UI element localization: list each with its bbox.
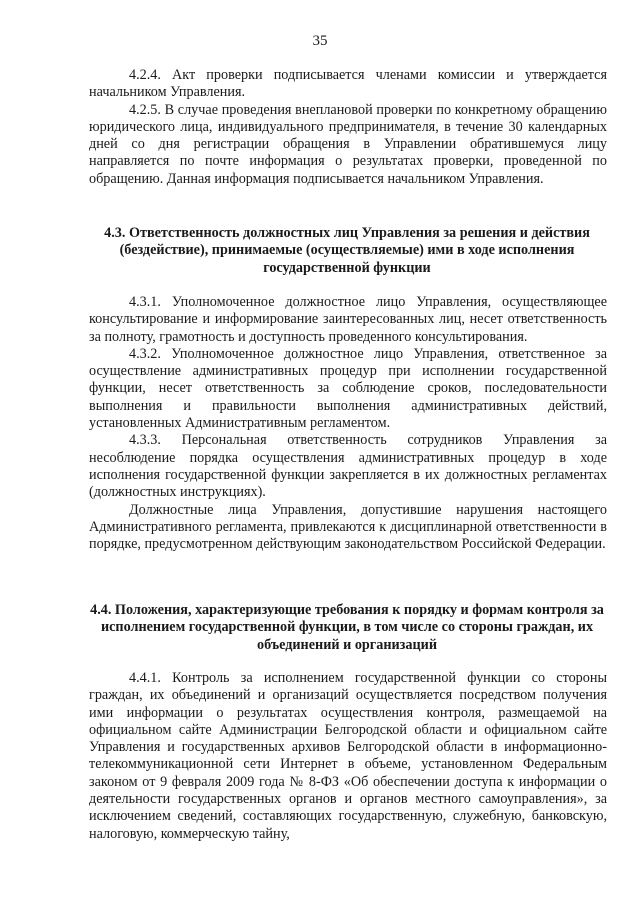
clause-4-2-4: 4.2.4. Акт проверки подписывается членами комиссии и утверждается начальником Управления. <box>89 67 607 101</box>
clause-4-3-1: 4.3.1. Уполномоченное должностное лицо Управления, осуществляющее консультирование и информирование заинтересованных лиц, несет ответственность за полноту, грамотность и доступность проведенного консультирования. <box>89 294 607 345</box>
page-number: 35 <box>312 33 328 49</box>
clause-4-3-2: 4.3.2. Уполномоченное должностное лицо Управления, ответственное за осуществление административных процедур при исполнении государственной функции, несет ответственность за соблюдение сроков, последовательности выполнения и правильности выполнения административных действий, установленных Административным регламентом. <box>89 345 607 432</box>
clause-4-2-5: 4.2.5. В случае проведения внеплановой проверки по конкретному обращению юридического лица, индивидуального предпринимателя, в течение 30 календарных дней со дня регистрации обращения в Управлении обратившемуся лицу направляется по почте информация о результатах проверки, проведенной по обращению. Данная информация подписывается начальником Управления. <box>89 101 607 187</box>
clause-4-3-3-continuation: Должностные лица Управления, допустившие нарушения настоящего Административного регламента, привлекаются к дисциплинарной ответственности в порядке, предусмотренном действующим законодательством Российской Федерации. <box>89 501 607 553</box>
section-4-4-clauses <box>89 670 607 843</box>
clause-4-4-1: 4.4.1. Контроль за исполнением государственной функции со стороны граждан, их объединений и организаций осуществляется посредством получения ими информации о результатах осуществления контроля, размещаемой на официальном сайте Администрации Белгородской области и официальном сайте Управления и государственных архивов Белгородской области в информационно-телекоммуникационной сети Интернет в объеме, установленном Федеральным законом от 9 февраля 2009 года № 8-ФЗ «Об обеспечении доступа к информации о деятельности государственных органов и органов местного самоуправления», за исключением сведений, составляющих государственную, служебную, банковскую, налоговую, коммерческую тайну, <box>89 670 607 842</box>
section-4-2-clauses <box>89 67 607 188</box>
clause-4-3-3: 4.3.3. Персональная ответственность сотрудников Управления за несоблюдение порядка осуществления административных процедур в ходе исполнения государственной функции закрепляется в их должностных регламентах (должностных инструкциях). <box>89 432 607 501</box>
section-heading-4-4: 4.4. Положения, характеризующие требования к порядку и формам контроля за исполнением государственной функции, в том числе со стороны граждан, их объединений и организаций <box>90 602 604 653</box>
section-heading-4-3: 4.3. Ответственность должностных лиц Управления за решения и действия (бездействие), принимаемые (осуществляемые) ими в ходе исполнения государственной функции <box>104 225 590 276</box>
section-4-3-clauses <box>89 294 607 553</box>
